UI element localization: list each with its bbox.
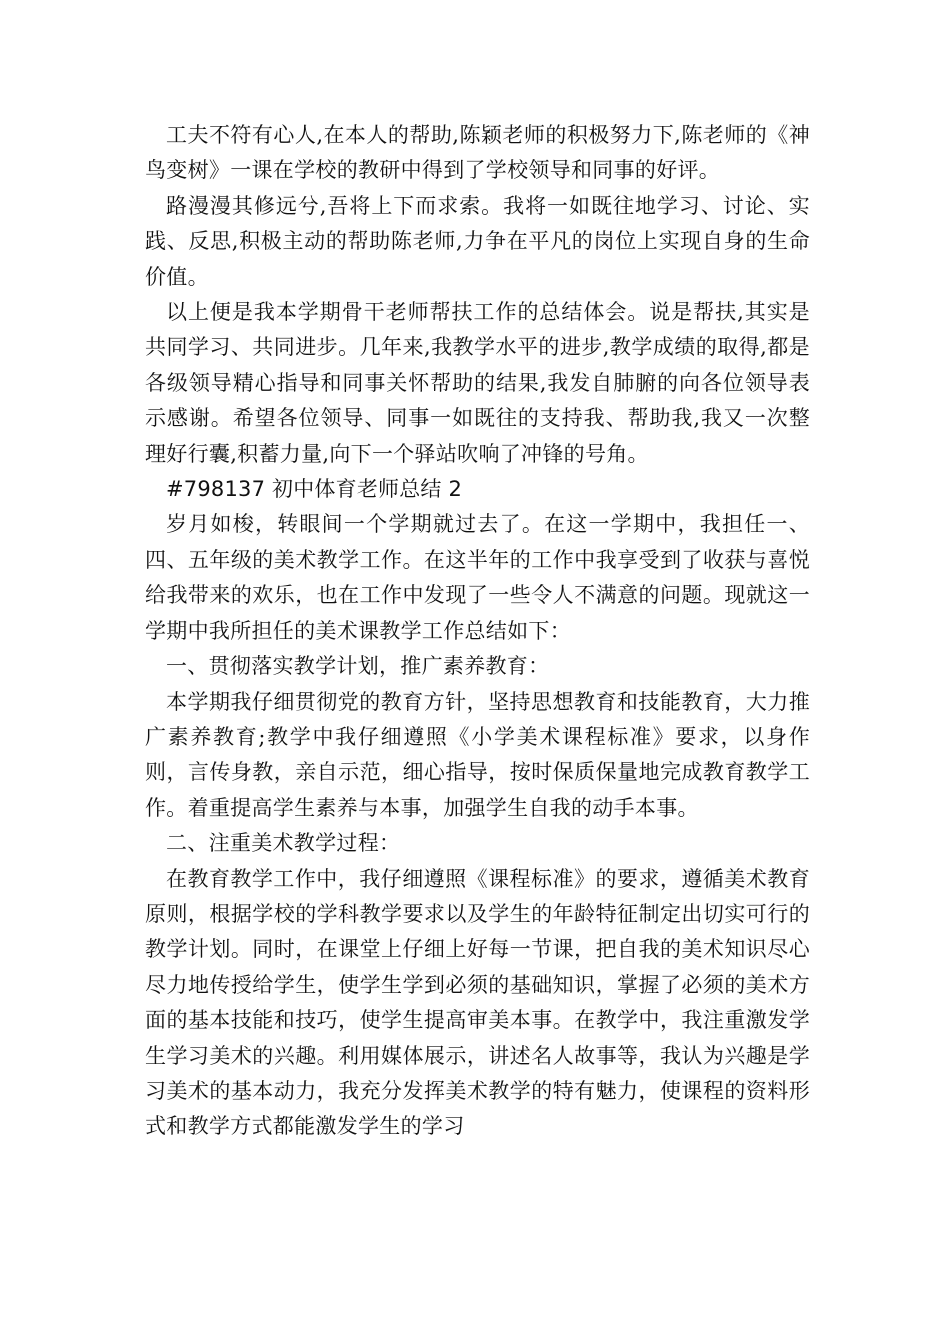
paragraph-4: 岁月如梭，转眼间一个学期就过去了。在这一学期中，我担任一、四、五年级的美术教学工作。在这半年的工作中我享受到了收获与喜悦给我带来的欢乐，也在工作中发现了一些令人不满意的问题。现就这一学期中我所担任的美术课教学工作总结如下： bbox=[145, 512, 810, 643]
paragraph-1: 工夫不符有心人,在本人的帮助,陈颖老师的积极努力下,陈老师的《神鸟变树》一课在学校的教研中得到了学校领导和同事的好评。 bbox=[145, 123, 810, 183]
subheading-2: 二、注重美术教学过程： bbox=[166, 831, 401, 856]
subheading-1: 一、贯彻落实教学计划，推广素养教育： bbox=[166, 654, 550, 679]
section-title: #798137 初中体育老师总结 2 bbox=[166, 477, 463, 502]
paragraph-3: 以上便是我本学期骨干老师帮扶工作的总结体会。说是帮扶,其实是共同学习、共同进步。几年来,我教学水平的进步,教学成绩的取得,都是各级领导精心指导和同事关怀帮助的结果,我发自肺腑的向各位领导表示感谢。希望各位领导、同事一如既往的支持我、帮助我,我又一次整理好行囊,积蓄力量,向下一个驿站吹响了冲锋的号角。 bbox=[145, 300, 810, 466]
paragraph-2: 路漫漫其修远兮,吾将上下而求索。我将一如既往地学习、讨论、实践、反思,积极主动的帮助陈老师,力争在平凡的岗位上实现自身的生命价值。 bbox=[145, 193, 810, 289]
document-body bbox=[145, 118, 810, 1145]
paragraph-5: 本学期我仔细贯彻党的教育方针，坚持思想教育和技能教育，大力推广素养教育;教学中我仔细遵照《小学美术课程标准》要求，以身作则，言传身教，亲自示范，细心指导，按时保质保量地完成教育教学工作。着重提高学生素养与本事，加强学生自我的动手本事。 bbox=[145, 689, 810, 820]
paragraph-6: 在教育教学工作中，我仔细遵照《课程标准》的要求，遵循美术教育原则，根据学校的学科教学要求以及学生的年龄特征制定出切实可行的教学计划。同时，在课堂上仔细上好每一节课，把自我的美术知识尽心尽力地传授给学生，使学生学到必须的基础知识，掌握了必须的美术方面的基本技能和技巧，使学生提高审美本事。在教学中，我注重激发学生学习美术的兴趣。利用媒体展示，讲述名人故事等，我认为兴趣是学习美术的基本动力，我充分发挥美术教学的特有魅力，使课程的资料形式和教学方式都能激发学生的学习 bbox=[145, 866, 810, 1139]
